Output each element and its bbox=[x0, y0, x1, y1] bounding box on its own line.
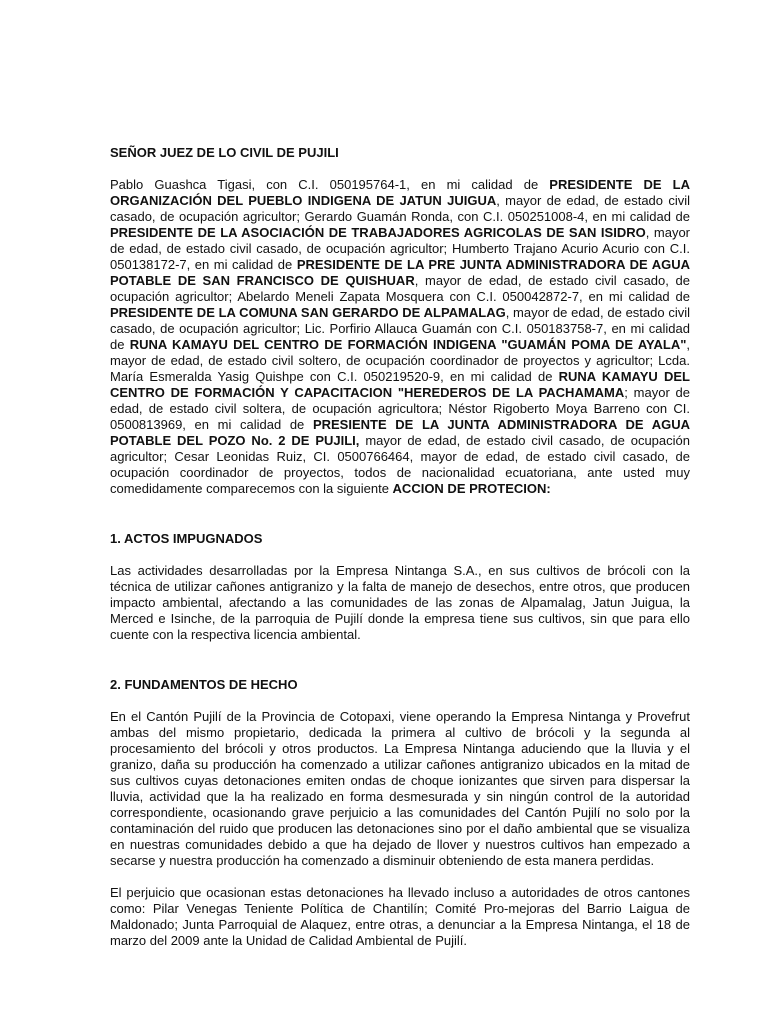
section-1-heading: 1. ACTOS IMPUGNADOS bbox=[110, 531, 263, 546]
intro-text-run: Pablo Guashca Tigasi, con C.I. 050195764-1, en mi calidad de bbox=[110, 177, 550, 192]
spacer bbox=[110, 661, 690, 677]
intro-bold-run: PRESIDENTE DE LA ORGANIZACIÓN DEL PUEBLO INDIGENA DE JATUN JUIGUA bbox=[110, 177, 690, 208]
intro-text-run: , mayor de edad, de estado civil soltero, de ocupación coordinador de proyectos y agricultor; Lcda. María Esmeralda Yasig Quishpe con C.I. 050219520-9, en mi calidad de bbox=[110, 337, 690, 384]
document-title: SEÑOR JUEZ DE LO CIVIL DE PUJILI bbox=[110, 145, 339, 160]
intro-text-run: , mayor de edad, de estado civil casado, de ocupación agricultor; Gerardo Guamán Ronda, con C.I. 050251008-4, en mi calidad de bbox=[110, 193, 690, 224]
section-1-paragraph: Las actividades desarrolladas por la Empresa Nintanga S.A., en sus cultivos de brócoli con la técnica de utilizar cañones antigranizo y la falta de manejo de desechos, entre otros, que producen impacto ambiental, afectando a las comunidades de las zonas de Alpamalag, Jatun Juigua, la Merced e Isinche, de la parroquia de Pujilí donde la empresa tiene sus cultivos, sin que para ello cuente con la respectiva licencia ambiental. bbox=[110, 563, 690, 642]
section-2-paragraph-1: En el Cantón Pujilí de la Provincia de Cotopaxi, viene operando la Empresa Nintanga y Provefrut ambas del mismo propietario, dedicada la primera al cultivo de brócoli y la segunda al procesamiento del brócoli y otros productos. La Empresa Nintanga aduciendo que la lluvia y el granizo, daña su producción ha comenzado a utilizar cañones antigranizo ubicados en la mitad de sus cultivos cuyas detonaciones emiten ondas de choque ionizantes que sirven para dispersar la lluvia, actividad que la ha realizado en forma desmesurada y sin ningún control de la autoridad correspondiente, ocasionando grave perjuicio a las comunidades del Cantón Pujilí no solo por la contaminación del ruido que producen las detonaciones sino por el daño ambiental que se visualiza en nuestras comunidades debido a que ha dejado de llover y nuestros cultivos han empezado a secarse y nuestra producción ha comenzado a disminuir obteniendo de esta manera perdidas. bbox=[110, 709, 690, 868]
intro-text-run: mayor de edad, de estado civil casado, de ocupación agricultor; Cesar Leonidas Ruiz, CI. 0500766464, mayor de edad, de estado civil casado, de ocupación coordinador de proyectos, todos de nacionalidad ecuatoriana, ante usted muy comedidamente comparecemos con la siguiente bbox=[110, 433, 690, 496]
intro-text-run: , mayor de edad, de estado civil casado, de ocupación agricultor; Lic. Porfirio Allauca Guamán con C.I. 050183758-7, en mi calidad de bbox=[110, 305, 690, 352]
intro-paragraph bbox=[110, 177, 690, 497]
section-2-paragraph-2: El perjuicio que ocasionan estas detonaciones ha llevado incluso a autoridades de otros cantones como: Pilar Venegas Teniente Política de Chantilín; Comité Pro-mejoras del Barrio Laigua de Maldonado; Junta Parroquial de Alaquez, entre otras, a denunciar a la Empresa Nintanga, el 18 de marzo del 2009 ante la Unidad de Calidad Ambiental de Pujilí. bbox=[110, 885, 690, 948]
intro-bold-run: ACCION DE PROTECION: bbox=[392, 481, 551, 496]
intro-bold-run: PRESIENTE DE LA JUNTA ADMINISTRADORA DE AGUA POTABLE DEL POZO No. 2 DE PUJILI, bbox=[110, 417, 691, 448]
intro-bold-run: PRESIDENTE DE LA ASOCIACIÓN DE TRABAJADORES AGRICOLAS DE SAN ISIDRO bbox=[110, 225, 646, 240]
spacer bbox=[110, 161, 690, 177]
intro-text-run: ; mayor de edad, de estado civil soltera, de ocupación agricultora; Néstor Rigoberto Moya Barreno con CI. 0500813969, en mi calidad de bbox=[110, 385, 691, 432]
intro-text-run: , mayor de edad, de estado civil casado, de ocupación agricultor; Humberto Trajano Acurio Acurio con C.I. 050138172-7, en mi calidad de bbox=[110, 225, 690, 272]
intro-bold-run: PRESIDENTE DE LA PRE JUNTA ADMINISTRADORA DE AGUA POTABLE DE SAN FRANCISCO DE QUISHUAR bbox=[110, 257, 690, 288]
spacer bbox=[110, 497, 690, 515]
spacer bbox=[110, 515, 690, 531]
intro-bold-run: RUNA KAMAYU DEL CENTRO DE FORMACIÓN Y CAPACITACION "HEREDEROS DE LA PACHAMAMA bbox=[110, 369, 690, 400]
spacer bbox=[110, 547, 690, 563]
spacer bbox=[110, 693, 690, 709]
intro-text-run: , mayor de edad, de estado civil casado, de ocupación agricultor; Abelardo Meneli Zapata Mosquera con C.I. 050042872-7, en mi calidad de bbox=[110, 273, 691, 304]
document-page bbox=[110, 145, 690, 949]
intro-bold-run: RUNA KAMAYU DEL CENTRO DE FORMACIÓN INDIGENA "GUAMÁN POMA DE AYALA" bbox=[129, 337, 687, 352]
spacer bbox=[110, 643, 690, 661]
intro-bold-run: PRESIDENTE DE LA COMUNA SAN GERARDO DE ALPAMALAG bbox=[110, 305, 506, 320]
section-2-heading: 2. FUNDAMENTOS DE HECHO bbox=[110, 677, 298, 692]
spacer bbox=[110, 869, 690, 885]
